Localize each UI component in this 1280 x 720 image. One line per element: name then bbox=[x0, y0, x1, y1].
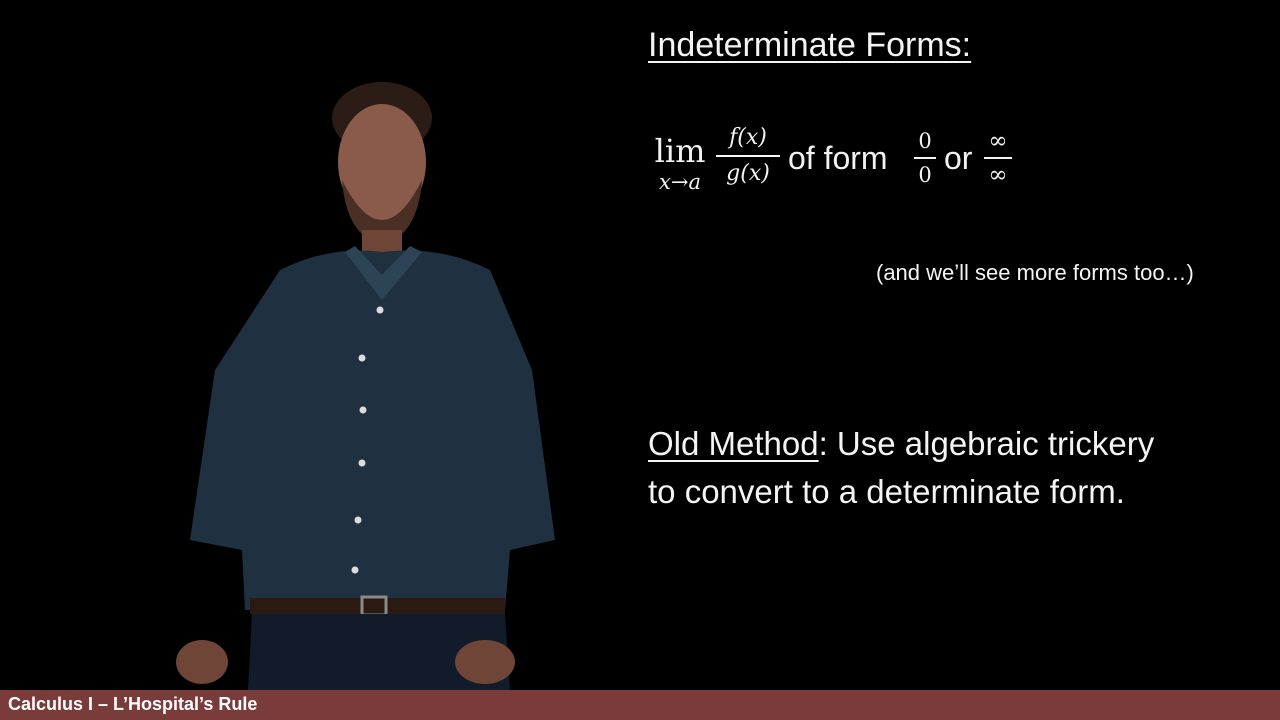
presenter-belt bbox=[250, 598, 505, 614]
fraction-bar bbox=[984, 157, 1012, 159]
shirt-button bbox=[377, 307, 384, 314]
of-form-text: of form bbox=[788, 140, 888, 176]
shirt-button bbox=[359, 460, 366, 467]
zero-numerator: 0 bbox=[918, 129, 932, 153]
limit-formula bbox=[650, 122, 1070, 202]
infinity-over-infinity bbox=[984, 128, 1012, 188]
fraction-bar bbox=[914, 157, 936, 159]
fraction-denominator: g(x) bbox=[726, 161, 770, 186]
limit-operator bbox=[650, 134, 710, 194]
fraction-numerator: f(x) bbox=[729, 125, 767, 150]
infinity-denominator: ∞ bbox=[988, 162, 1008, 188]
slide-heading: Indeterminate Forms: bbox=[648, 26, 972, 64]
zero-over-zero bbox=[914, 128, 936, 188]
fraction-bar bbox=[716, 155, 780, 157]
course-title: Calculus I – L’Hospital’s Rule bbox=[8, 694, 258, 714]
old-method-line2: to convert to a determinate form. bbox=[648, 473, 1125, 510]
infinity-numerator: ∞ bbox=[988, 128, 1008, 154]
more-forms-note: (and we’ll see more forms too…) bbox=[876, 260, 1194, 285]
function-fraction bbox=[716, 124, 780, 188]
footer-bar bbox=[0, 690, 1280, 720]
or-text: or bbox=[944, 140, 973, 176]
old-method-text bbox=[648, 420, 1154, 516]
presenter-right-hand bbox=[455, 640, 515, 684]
shirt-button bbox=[355, 517, 362, 524]
shirt-button bbox=[360, 407, 367, 414]
limit-subscript: x→a bbox=[659, 170, 701, 194]
presenter-left-hand bbox=[176, 640, 228, 684]
presenter-shirt bbox=[190, 250, 555, 610]
shirt-button bbox=[352, 567, 359, 574]
old-method-line1: : Use algebraic trickery bbox=[818, 425, 1155, 462]
presenter-figure bbox=[160, 70, 580, 690]
old-method-label: Old Method bbox=[648, 425, 819, 462]
limit-word: lim bbox=[654, 132, 706, 170]
zero-denominator: 0 bbox=[918, 163, 932, 187]
shirt-button bbox=[359, 355, 366, 362]
